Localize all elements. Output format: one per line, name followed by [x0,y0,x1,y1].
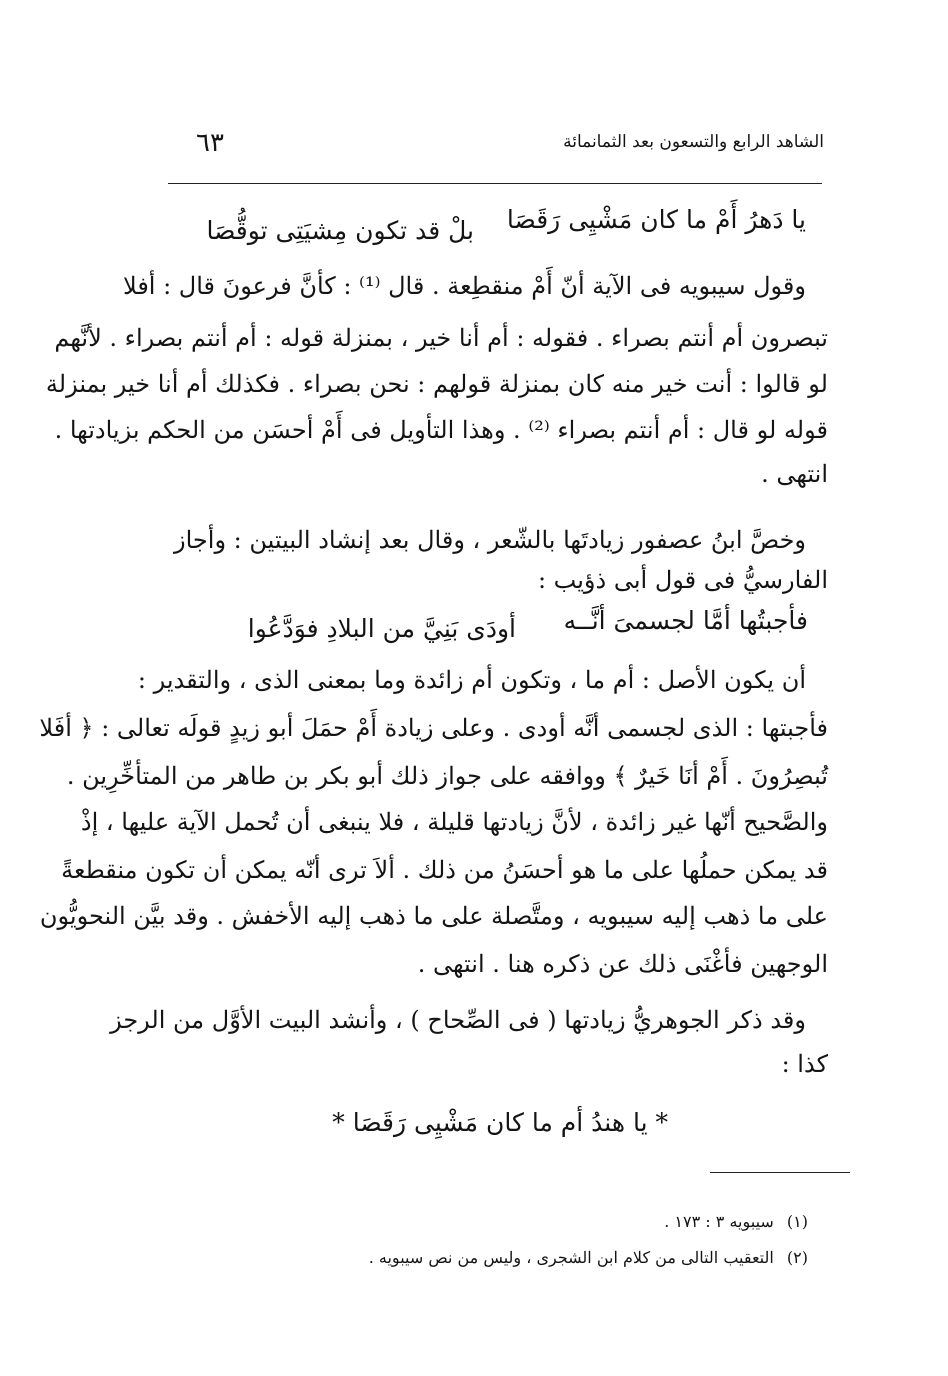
paragraph2-line-1: وخصَّ ابنُ عصفور زيادتَها بالشّعر ، وقال بعد إنشاد البيتين : وأجاز [174,526,806,554]
paragraph2-line-2: الفارسيُّ فى قول أبى ذؤيب : [537,566,828,594]
verse3: * يا هندُ أم ما كان مَشْيِى رَقَصَا * [332,1108,668,1137]
paragraph4-line-2: كذا : [781,1050,828,1078]
footnote-rule [710,1172,850,1173]
paragraph1-line-2: تبصرون أم أنتم بصراء . فقوله : أم أنا خير ، بمنزلة قوله : أم أنتم بصراء . لأنَّهم [54,324,828,352]
paragraph3-line-1: أن يكون الأصل : أم ما ، وتكون أم زائدة وما بمعنى الذى ، والتقدير : [137,666,806,694]
paragraph1-line-1: وقول سيبويه فى الآية أنّ أَمْ منقطِعة . قال ⁽¹⁾ : كأنَّ فرعونَ قال : أفلا [123,272,806,300]
verse2-second-half: أودَى بَنِيَّ من البلادِ فوَدَّعُوا [247,614,516,643]
verse1-first-half: يا دَهرُ أَمْ ما كان مَشْيِى رَقَصَا [506,205,806,234]
verse1-second-half: بلْ قد تكون مِشيَتِى توقُّصَا [206,216,474,245]
paragraph3-line-2: فأجبتها : الذى لجسمى أنَّه أودى . وعلى زيادة أَمْ حمَلَ أبو زيدٍ قولَه تعالى : ﴿ أفَلا [39,714,828,742]
page-header [196,128,824,168]
paragraph3-line-7: الوجهين فأغْنَى ذلك عن ذكره هنا . انتهى . [417,950,828,978]
paragraph4-line-1: وقد ذكر الجوهريُّ زيادتها ( فى الصِّحاح ) ، وأنشد البيت الأوَّل من الرجز [110,1006,806,1034]
paragraph1-line-4: قوله لو قال : أم أنتم بصراء ⁽²⁾ . وهذا التأويل فى أَمْ أحسَن من الحكم بزيادتها . [54,416,828,444]
paragraph3-line-3: تُبصِرُونَ . أَمْ أنَا خَيرٌ ﴾ ووافقه على جواز ذلك أبو بكر بن طاهر من المتأخِّرِين . [66,762,828,790]
verse2-first-half: فأجبتُها أمَّا لجسمىَ أنَّــه [563,606,808,635]
footnote-2-label: (٢) [786,1248,808,1267]
footnote-1-text: سيبويه ٣ : ١٧٣ . [664,1212,774,1231]
paragraph1-line-5: انتهى . [761,460,828,488]
header-rule [168,183,822,184]
paragraph3-line-5: قد يمكن حملُها على ما هو أحسَنُ من ذلك . ألاَ ترى أنّه يمكن أن تكون منقطعةً [61,856,828,884]
running-title: الشاهد الرابع والتسعون بعد الثمانمائة [563,132,824,152]
footnote-1 [664,1212,808,1231]
paragraph3-line-6: على ما ذهب إليه سيبويه ، ومتَّصلة على ما ذهب إليه الأخفش . وقد بيَّن النحويُّون [39,902,828,930]
paragraph3-line-4: والصَّحيح أنّها غير زائدة ، لأنَّ زيادتها قليلة ، فلا ينبغى أن تُحمل الآية عليها ، إذْ [80,808,828,836]
footnote-2 [369,1248,808,1267]
paragraph1-line-3: لو قالوا : أنت خير منه كان بمنزلة قولهم : نحن بصراء . فكذلك أم أنا خير بمنزلة [45,370,828,398]
footnote-2-text: التعقيب التالى من كلام ابن الشجرى ، وليس من نص سيبويه . [368,1248,774,1267]
footnote-1-label: (١) [786,1212,808,1231]
page-number: ٦٣ [196,128,224,158]
